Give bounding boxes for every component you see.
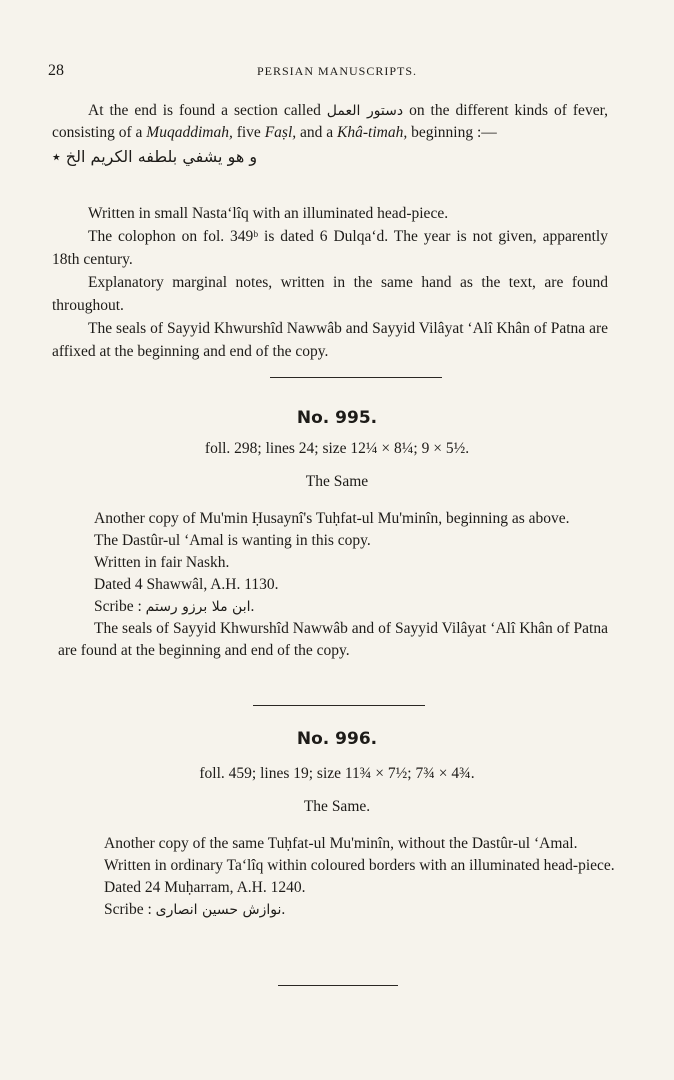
text-run: beginning :—	[407, 124, 497, 141]
entry-995-line: The Dastûr-ul ‘Amal is wanting in this copy.	[94, 532, 371, 549]
entry-996-foll: foll. 459; lines 19; size 11¾ × 7½; 7¾ × 4¾.	[199, 765, 475, 782]
entry-996-scribe: Scribe : نوازش حسين انصاری.	[104, 901, 286, 918]
italic-term: Muqaddimah,	[146, 124, 233, 141]
italic-term: Faṣl,	[264, 124, 297, 141]
entry-995-line: Written in fair Naskh.	[94, 554, 230, 571]
running-title: PERSIAN MANUSCRIPTS.	[256, 64, 418, 78]
note-line: Written in small Nasta‘lîq with an illuminated head-piece.	[88, 205, 449, 222]
entry-995-paragraph: Another copy of Mu'min Ḥusaynî's Tuḥfat-ul Mu'minîn, beginning as above.	[94, 510, 570, 527]
entry-995-seals: The seals of Sayyid Khwurshîd Nawwâb and of Sayyid Vilâyat ‘Alî Khân of Patna are found at the beginning and end of the copy.	[58, 620, 608, 659]
scribe-name-arabic: نوازش حسين انصاری	[155, 902, 282, 918]
entry-996-line: Written in ordinary Ta‘lîq within coloured borders with an illuminated head-piece.	[104, 857, 615, 874]
text-run: five	[232, 124, 265, 141]
divider-rule	[270, 377, 442, 378]
entry-995-line: Dated 4 Shawwâl, A.H. 1130.	[94, 576, 279, 593]
entry-995-scribe: Scribe : ابن ملا برزو رستم.	[94, 598, 255, 615]
entry-995-subtitle: The Same	[305, 473, 369, 490]
italic-term: Khâ-timah,	[337, 124, 408, 141]
entry-996-body	[68, 833, 616, 921]
entry-995-foll: foll. 298; lines 24; size 12¼ × 8¼; 9 × 5½.	[204, 440, 470, 457]
entry-996-paragraph: Another copy of the same Tuḥfat-ul Mu'minîn, without the Dastûr-ul ‘Amal.	[104, 835, 578, 852]
text-run: on the different kinds of fever, consisting of a	[52, 102, 608, 141]
arabic-term: دستور العمل	[326, 103, 404, 119]
entry-996-subtitle: The Same.	[303, 798, 371, 815]
note-line: The colophon on fol. 349ᵇ is dated 6 Dulqa‘d. The year is not given, apparently 18th century.	[52, 228, 608, 268]
entry-996-line: Dated 24 Muḥarram, A.H. 1240.	[104, 879, 306, 896]
page-number: 28	[48, 62, 64, 79]
arabic-incipit: و هو يشفي بلطفه الكريم الخ ٭	[52, 147, 258, 166]
prev-entry	[52, 100, 608, 168]
scribe-name-arabic: ابن ملا برزو رستم	[145, 599, 251, 615]
prev-entry-paragraph	[52, 100, 608, 144]
text-run: and a	[296, 124, 338, 141]
note-line: Explanatory marginal notes, written in the same hand as the text, are found throughout.	[52, 274, 608, 314]
entry-title-995: No. 995.	[296, 408, 378, 428]
divider-rule	[278, 985, 398, 986]
text-run: At the end is found a section called	[88, 102, 327, 119]
scribe-label: Scribe :	[94, 598, 146, 615]
note-line: The seals of Sayyid Khwurshîd Nawwâb and Sayyid Vilâyat ‘Alî Khân of Patna are affixed at the beginning and end of the copy.	[52, 320, 608, 360]
divider-rule	[253, 705, 425, 706]
entry-995-body	[58, 508, 608, 662]
prev-entry-notes	[52, 202, 608, 363]
entry-title-996: No. 996.	[296, 729, 378, 749]
scribe-label: Scribe :	[104, 901, 156, 918]
